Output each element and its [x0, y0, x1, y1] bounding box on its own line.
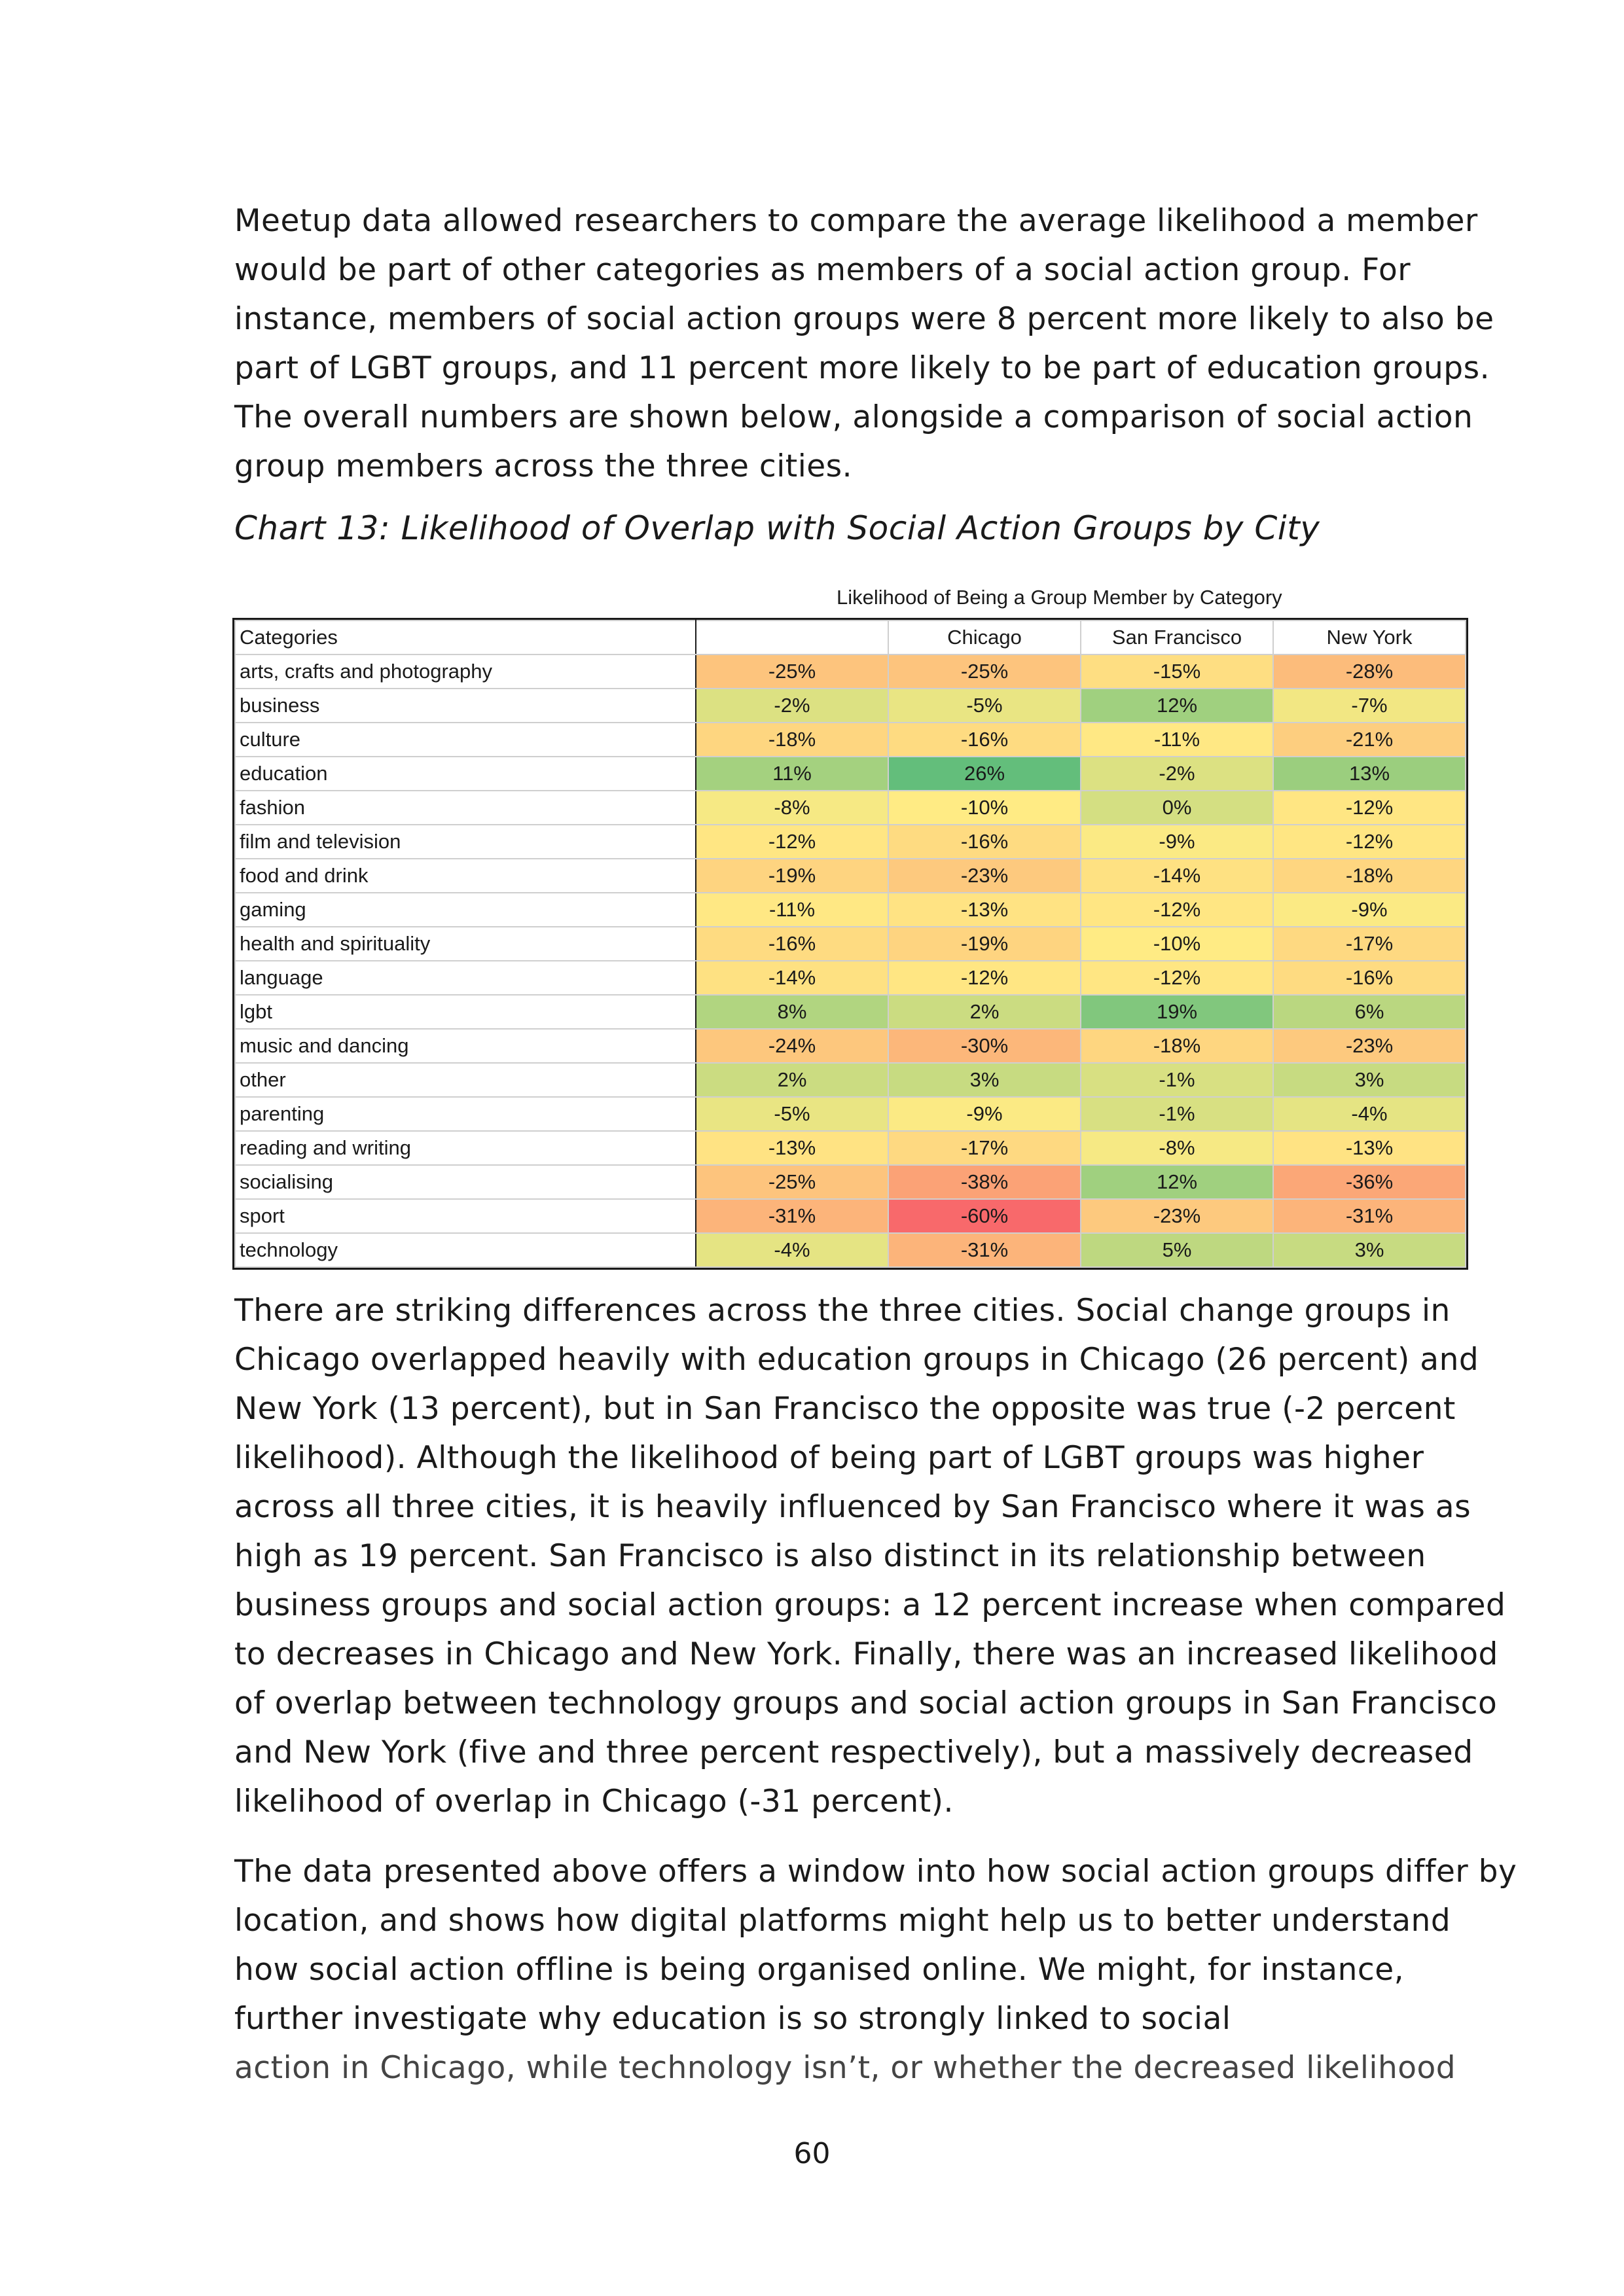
heatmap-cell: -7%	[1273, 689, 1466, 723]
header-row	[235, 620, 1466, 655]
heatmap-cell: 12%	[1081, 689, 1273, 723]
heatmap-cell: -16%	[696, 927, 888, 961]
heatmap-cell: -23%	[1081, 1199, 1273, 1233]
category-label: business	[235, 689, 696, 723]
heatmap-cell: 6%	[1273, 995, 1466, 1029]
heatmap-cell: 5%	[1081, 1233, 1273, 1267]
chart-caption: Chart 13: Likelihood of Overlap with Social Action Groups by City	[234, 509, 1320, 547]
heatmap-cell: -1%	[1081, 1063, 1273, 1097]
heatmap-cell: 11%	[696, 757, 888, 791]
heatmap-cell: 19%	[1081, 995, 1273, 1029]
category-label: culture	[235, 723, 696, 757]
heatmap-cell: -9%	[1273, 893, 1466, 927]
heatmap-cell: -8%	[696, 791, 888, 825]
heatmap-cell: -36%	[1273, 1165, 1466, 1199]
heatmap-cell: 2%	[888, 995, 1081, 1029]
heatmap-cell: -25%	[696, 1165, 888, 1199]
heatmap-cell: -12%	[1273, 825, 1466, 859]
category-label: education	[235, 757, 696, 791]
category-label: other	[235, 1063, 696, 1097]
heatmap-cell: 12%	[1081, 1165, 1273, 1199]
differences-paragraph: There are striking differences across the three cities. Social change groups in Chicago overlapped heavily with education groups in Chicago (26 percent) and New York (13 percent), but in San Francisco the opposite was true (-2 percent likelihood). Although the likelihood of being part of LGBT groups was higher across all three cities, it is heavily influenced by San Francisco where it was as high as 19 percent. San Francisco is also distinct in its relationship between business groups and social action groups: a 12 percent increase when compared to decreases in Chicago and New York. Finally, there was an increased likelihood of overlap between technology groups and social action groups in San Francisco and New York (five and three percent respectively), but a massively decreased likelihood of overlap in Chicago (-31 percent).	[234, 1293, 1506, 1820]
category-label: gaming	[235, 893, 696, 927]
heatmap-cell: -2%	[1081, 757, 1273, 791]
heatmap-body	[235, 655, 1466, 1267]
heatmap-cell: -12%	[888, 961, 1081, 995]
heatmap-cell: -4%	[696, 1233, 888, 1267]
heatmap-row	[235, 927, 1466, 961]
header-categories: Categories	[235, 620, 696, 655]
heatmap-cell: -31%	[696, 1199, 888, 1233]
heatmap-cell: -10%	[1081, 927, 1273, 961]
heatmap-cell: 3%	[1273, 1063, 1466, 1097]
heatmap-cell: -4%	[1273, 1097, 1466, 1131]
heatmap-cell: -16%	[1273, 961, 1466, 995]
heatmap-row	[235, 1131, 1466, 1165]
heatmap-cell: -38%	[888, 1165, 1081, 1199]
category-label: health and spirituality	[235, 927, 696, 961]
heatmap-cell: -25%	[888, 655, 1081, 689]
heatmap-cell: -18%	[1081, 1029, 1273, 1063]
heatmap-row	[235, 655, 1466, 689]
heatmap-cell: -12%	[1081, 893, 1273, 927]
heatmap-row	[235, 1063, 1466, 1097]
heatmap-cell: -24%	[696, 1029, 888, 1063]
heatmap-cell: -16%	[888, 723, 1081, 757]
heatmap-row	[235, 757, 1466, 791]
category-label: food and drink	[235, 859, 696, 893]
heatmap-cell: -23%	[1273, 1029, 1466, 1063]
heatmap-cell: -11%	[696, 893, 888, 927]
category-label: lgbt	[235, 995, 696, 1029]
heatmap-cell: -17%	[888, 1131, 1081, 1165]
page-number: 60	[793, 2137, 831, 2170]
heatmap-row	[235, 791, 1466, 825]
heatmap-cell: -13%	[888, 893, 1081, 927]
heatmap-cell: -25%	[696, 655, 888, 689]
heatmap-row	[235, 1233, 1466, 1267]
category-label: film and television	[235, 825, 696, 859]
heatmap-cell: 3%	[1273, 1233, 1466, 1267]
heatmap-cell: -19%	[696, 859, 888, 893]
heatmap-cell: -31%	[1273, 1199, 1466, 1233]
heatmap-cell: 26%	[888, 757, 1081, 791]
heatmap-cell: -8%	[1081, 1131, 1273, 1165]
heatmap-cell: -1%	[1081, 1097, 1273, 1131]
chart-title: Likelihood of Being a Group Member by Category	[837, 586, 1282, 609]
heatmap-row	[235, 1097, 1466, 1131]
heatmap-cell: -14%	[1081, 859, 1273, 893]
heatmap-cell: -12%	[1081, 961, 1273, 995]
category-label: language	[235, 961, 696, 995]
heatmap-row	[235, 1165, 1466, 1199]
heatmap-row	[235, 961, 1466, 995]
heatmap-cell: -12%	[696, 825, 888, 859]
heatmap-row	[235, 1199, 1466, 1233]
header-san-francisco: San Francisco	[1081, 620, 1273, 655]
heatmap-row	[235, 1029, 1466, 1063]
heatmap-table	[234, 620, 1466, 1268]
category-label: parenting	[235, 1097, 696, 1131]
heatmap-cell: 3%	[888, 1063, 1081, 1097]
heatmap-cell: -2%	[696, 689, 888, 723]
heatmap-row	[235, 723, 1466, 757]
heatmap-cell: 13%	[1273, 757, 1466, 791]
heatmap-cell: -21%	[1273, 723, 1466, 757]
heatmap-cell: -60%	[888, 1199, 1081, 1233]
header-overall	[696, 620, 888, 655]
header-chicago: Chicago	[888, 620, 1081, 655]
conclusion-paragraph: The data presented above offers a window into how social action groups differ by location, and shows how digital platforms might help us to better understand how social action offline is being organised online. We might, for instance, further investigate why education is so strongly linked to social	[234, 1854, 1517, 2037]
intro-paragraph: Meetup data allowed researchers to compare the average likelihood a member would be part of other categories as members of a social action group. For instance, members of social action groups were 8 percent more likely to also be part of LGBT groups, and 11 percent more likely to be part of education groups. The overall numbers are shown below, alongside a comparison of social action group members across the three cities.	[234, 203, 1494, 484]
heatmap-cell: -31%	[888, 1233, 1081, 1267]
heatmap-row	[235, 825, 1466, 859]
heatmap-cell: 0%	[1081, 791, 1273, 825]
heatmap-cell: -18%	[1273, 859, 1466, 893]
heatmap-cell: -11%	[1081, 723, 1273, 757]
category-label: sport	[235, 1199, 696, 1233]
heatmap-cell: 2%	[696, 1063, 888, 1097]
category-label: fashion	[235, 791, 696, 825]
heatmap-cell: -13%	[696, 1131, 888, 1165]
heatmap-cell: -15%	[1081, 655, 1273, 689]
heatmap-cell: -9%	[1081, 825, 1273, 859]
heatmap-row	[235, 893, 1466, 927]
heatmap-row	[235, 995, 1466, 1029]
heatmap-cell: -14%	[696, 961, 888, 995]
heatmap-cell: -19%	[888, 927, 1081, 961]
heatmap-cell: -18%	[696, 723, 888, 757]
conclusion-tail: action in Chicago, while technology isn’t, or whether the decreased likelihood	[234, 2050, 1456, 2086]
category-label: arts, crafts and photography	[235, 655, 696, 689]
conclusion-block	[234, 1847, 1517, 2092]
heatmap-row	[235, 689, 1466, 723]
heatmap-cell: -17%	[1273, 927, 1466, 961]
category-label: technology	[235, 1233, 696, 1267]
heatmap-cell: -9%	[888, 1097, 1081, 1131]
heatmap-cell: -28%	[1273, 655, 1466, 689]
heatmap-cell: -30%	[888, 1029, 1081, 1063]
heatmap-cell: -12%	[1273, 791, 1466, 825]
heatmap-cell: -16%	[888, 825, 1081, 859]
category-label: reading and writing	[235, 1131, 696, 1165]
category-label: music and dancing	[235, 1029, 696, 1063]
heatmap-cell: 8%	[696, 995, 888, 1029]
heatmap-cell: -10%	[888, 791, 1081, 825]
heatmap-cell: -13%	[1273, 1131, 1466, 1165]
heatmap-row	[235, 859, 1466, 893]
heatmap-cell: -5%	[696, 1097, 888, 1131]
heatmap-cell: -5%	[888, 689, 1081, 723]
header-new-york: New York	[1273, 620, 1466, 655]
category-label: socialising	[235, 1165, 696, 1199]
heatmap-cell: -23%	[888, 859, 1081, 893]
